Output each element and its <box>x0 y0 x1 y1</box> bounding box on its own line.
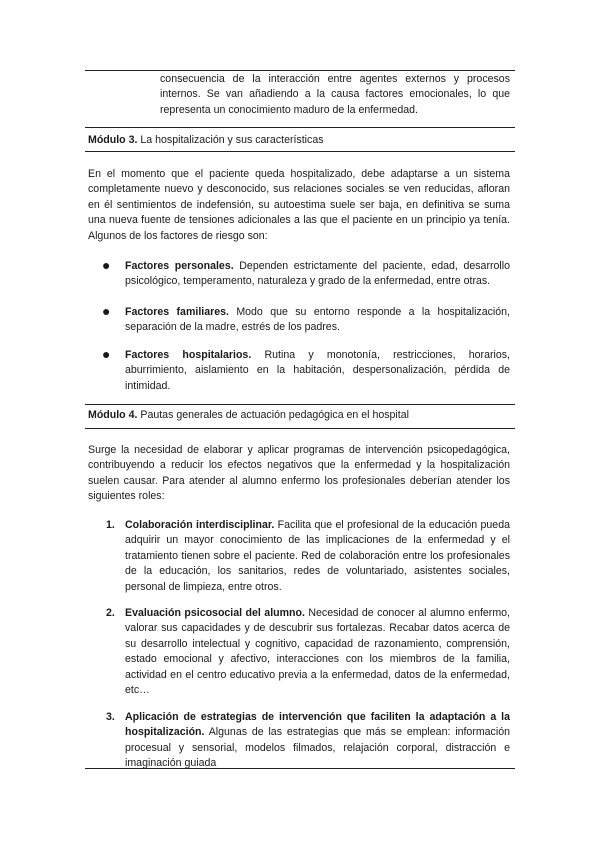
list-item <box>125 305 510 336</box>
item-text: Facilita que el profesional de la educación pueda adquirir un mayor conocimiento de las implicaciones de la enfermedad y el tratamiento tienen sobre el paciente. Red de colaboración entre los profesionales de la educación, los sanitarios, redes de voluntariado, asistentes sociales, personal de limpieza, entre otros. <box>125 519 510 593</box>
list-item <box>125 348 510 394</box>
module4-title: Pautas generales de actuación pedagógica en el hospital <box>140 409 409 421</box>
module3-top-rule <box>85 127 515 128</box>
list-item <box>125 710 510 772</box>
bullet-icon: ● <box>102 346 111 362</box>
module4-number: Módulo 4. <box>88 409 138 421</box>
module3-paragraph: En el momento que el paciente queda hospitalizado, debe adaptarse a un sistema completamente nuevo y desconocido, sus relaciones sociales se ven reducidas, afloran en él sentimientos de indefensión, su autoestima suele ser baja, en definitiva se suma una nueva fuente de tensiones adicionales a las que el paciente en un principio ya tenía. Algunos de los factores de riesgo son: <box>88 168 510 242</box>
item-term: Colaboración interdisciplinar. <box>125 519 275 531</box>
module4-bottom-rule <box>85 428 515 429</box>
list-item <box>125 259 510 290</box>
module4-heading <box>88 408 409 423</box>
module4-paragraph: Surge la necesidad de elaborar y aplicar programas de intervención psicopedagógica, contribuyendo a reducir los efectos negativos que la enfermedad y la hospitalización suelen causar. Para atender al alumno enfermo los profesionales deberían atender los siguientes roles: <box>88 444 510 503</box>
item-term: Aplicación de estrategias de intervención que faciliten la adaptación a la hospitalización. <box>125 711 510 739</box>
table-top-rule <box>85 70 515 71</box>
bullet-text: Dependen estrictamente del paciente, edad, desarrollo psicológico, temperamento, naturaleza y grado de la enfermedad, entre otras. <box>125 260 510 288</box>
intro-continuation-text: consecuencia de la interacción entre agentes externos y procesos internos. Se van añadiendo a la causa factores emocionales, lo que representa un conocimiento maduro de la enfermedad. <box>160 73 510 116</box>
bullet-text: Rutina y monotonía, restricciones, horarios, aburrimiento, aislamiento en la habitación, despersonalización, pérdida de intimidad. <box>125 349 510 392</box>
bullet-term: Factores hospitalarios. <box>125 349 252 361</box>
item-number: 3. <box>106 711 115 723</box>
list-item <box>125 606 510 698</box>
item-number: 2. <box>106 607 115 619</box>
module3-heading <box>88 133 324 148</box>
module4-top-rule <box>85 404 515 405</box>
list-item <box>125 518 510 595</box>
item-text: Algunas de las estrategias que más se emplean: información procesual y sensorial, modelos filmados, relajación corporal, distracción e imaginación guiada <box>125 726 510 770</box>
item-text: Necesidad de conocer al alumno enfermo, valorar sus capacidades y de descubrir sus fortalezas. Recabar datos acerca de su desarrollo intelectual y cognitivo, capacidad de razonamiento, comprensión, estado emocional y afectivo, interacciones con los miembros de la familia, actividad en el centro educativo previa a la enfermedad, datos de la enfermedad, etc… <box>125 607 510 697</box>
bullet-icon: ● <box>102 303 111 319</box>
bullet-text: Modo que su entorno responde a la hospitalización, separación de la madre, estrés de los padres. <box>125 306 510 334</box>
module3-bottom-rule <box>85 151 515 152</box>
item-number: 1. <box>106 519 115 531</box>
item-term: Evaluación psicosocial del alumno. <box>125 607 305 619</box>
bullet-icon: ● <box>102 257 111 273</box>
module3-number: Módulo 3. <box>88 134 138 146</box>
module3-title: La hospitalización y sus características <box>140 134 324 146</box>
table-bottom-rule <box>85 768 515 769</box>
bullet-term: Factores personales. <box>125 260 234 272</box>
bullet-term: Factores familiares. <box>125 306 229 318</box>
